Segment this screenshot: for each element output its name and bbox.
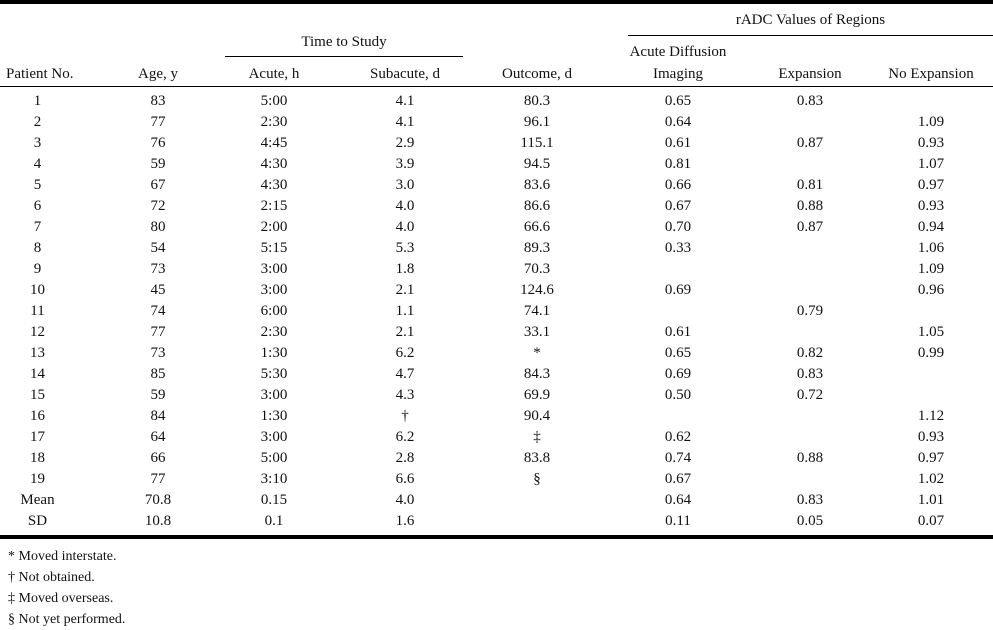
cell-subacute-d: 2.1 [395,282,415,298]
cell-no-expansion: 1.06 [917,240,945,256]
cell-age: 10.8 [144,513,172,529]
cell-expansion: 0.87 [796,135,824,151]
time-group-rule [225,56,463,57]
cell-no-expansion: 0.97 [917,450,945,466]
footnote: † Not obtained. [8,570,95,585]
cell-outcome-d: 115.1 [520,135,554,151]
top-rule [0,0,993,4]
cell-expansion: 0.79 [796,303,824,319]
cell-age: 54 [150,240,166,256]
cell-acute-h: 2:30 [260,324,288,340]
cell-acute-diffusion: 0.70 [664,219,692,235]
header-acute-diffusion-2: Imaging [653,66,703,82]
cell-patient-no: 7 [33,219,42,235]
cell-expansion: 0.82 [796,345,824,361]
cell-subacute-d: 3.9 [395,156,415,172]
cell-patient-no: 2 [33,114,42,130]
cell-patient-no: 13 [30,345,45,361]
cell-patient-no: Mean [20,492,55,508]
cell-age: 74 [150,303,166,319]
cell-acute-diffusion: 0.64 [664,492,692,508]
cell-outcome-d: * [533,345,541,361]
header-bottom-rule [0,86,993,87]
cell-subacute-d: 4.0 [395,492,415,508]
cell-subacute-d: 4.3 [395,387,415,403]
cell-no-expansion: 0.93 [917,135,945,151]
cell-acute-h: 0.1 [264,513,284,529]
cell-expansion: 0.72 [796,387,824,403]
cell-acute-h: 4:30 [260,156,288,172]
footnote: * Moved interstate. [8,549,117,564]
cell-patient-no: 19 [30,471,45,487]
cell-no-expansion: 0.94 [917,219,945,235]
cell-outcome-d: 80.3 [523,93,551,109]
cell-acute-diffusion: 0.62 [664,429,692,445]
cell-age: 67 [150,177,166,193]
header-radc-group: rADC Values of Regions [735,12,886,28]
cell-subacute-d: 1.8 [395,261,415,277]
cell-acute-h: 5:00 [260,93,288,109]
cell-age: 45 [150,282,166,298]
cell-acute-h: 3:10 [260,471,288,487]
cell-subacute-d: 4.1 [395,93,415,109]
cell-patient-no: 15 [30,387,45,403]
cell-no-expansion: 0.93 [917,429,945,445]
cell-patient-no: 6 [33,198,42,214]
cell-subacute-d: 1.1 [395,303,415,319]
cell-outcome-d: 84.3 [523,366,551,382]
cell-subacute-d: 6.2 [395,345,415,361]
cell-outcome-d: 69.9 [523,387,551,403]
cell-subacute-d: 1.6 [395,513,415,529]
cell-expansion: 0.87 [796,219,824,235]
cell-acute-diffusion: 0.81 [664,156,692,172]
cell-age: 77 [150,114,166,130]
cell-acute-h: 3:00 [260,387,288,403]
cell-subacute-d: † [401,408,409,424]
cell-acute-h: 3:00 [260,429,288,445]
cell-subacute-d: 2.8 [395,450,415,466]
cell-age: 84 [150,408,166,424]
cell-expansion: 0.88 [796,198,824,214]
cell-acute-diffusion: 0.67 [664,471,692,487]
cell-acute-diffusion: 0.61 [664,135,692,151]
cell-age: 59 [150,156,166,172]
cell-outcome-d: 94.5 [523,156,551,172]
cell-age: 77 [150,324,166,340]
cell-no-expansion: 0.97 [917,177,945,193]
cell-patient-no: 8 [33,240,42,256]
cell-subacute-d: 4.7 [395,366,415,382]
cell-outcome-d: 124.6 [520,282,554,298]
cell-acute-diffusion: 0.67 [664,198,692,214]
cell-acute-diffusion: 0.61 [664,324,692,340]
cell-outcome-d: 70.3 [523,261,551,277]
cell-acute-h: 2:00 [260,219,288,235]
cell-expansion: 0.83 [796,366,824,382]
cell-patient-no: 11 [30,303,45,319]
cell-no-expansion: 0.96 [917,282,945,298]
cell-age: 83 [150,93,166,109]
cell-patient-no: 14 [30,366,45,382]
cell-no-expansion: 1.07 [917,156,945,172]
cell-age: 59 [150,387,166,403]
cell-subacute-d: 4.0 [395,198,415,214]
cell-age: 77 [150,471,166,487]
cell-age: 64 [150,429,166,445]
cell-acute-h: 3:00 [260,282,288,298]
cell-acute-diffusion: 0.64 [664,114,692,130]
header-acute: Acute, h [248,66,300,82]
cell-age: 73 [150,261,166,277]
cell-acute-h: 6:00 [260,303,288,319]
cell-no-expansion: 1.02 [917,471,945,487]
cell-patient-no: 5 [33,177,42,193]
cell-acute-h: 1:30 [260,345,288,361]
cell-acute-diffusion: 0.33 [664,240,692,256]
cell-outcome-d: 83.6 [523,177,551,193]
cell-subacute-d: 4.0 [395,219,415,235]
cell-expansion: 0.88 [796,450,824,466]
cell-expansion: 0.81 [796,177,824,193]
cell-subacute-d: 4.1 [395,114,415,130]
header-acute-diffusion-1: Acute Diffusion [629,44,727,60]
cell-outcome-d: 90.4 [523,408,551,424]
header-subacute: Subacute, d [370,66,440,82]
cell-acute-h: 4:45 [260,135,288,151]
cell-acute-diffusion: 0.66 [664,177,692,193]
cell-subacute-d: 3.0 [395,177,415,193]
cell-acute-h: 5:15 [260,240,288,256]
cell-subacute-d: 6.6 [395,471,415,487]
cell-no-expansion: 1.09 [917,114,945,130]
cell-no-expansion: 1.01 [917,492,945,508]
cell-age: 70.8 [144,492,172,508]
cell-outcome-d: 86.6 [523,198,551,214]
header-age: Age, y [138,66,178,82]
cell-acute-diffusion: 0.50 [664,387,692,403]
cell-outcome-d: ‡ [533,429,541,445]
cell-acute-h: 1:30 [260,408,288,424]
cell-acute-diffusion: 0.69 [664,282,692,298]
cell-no-expansion: 0.07 [917,513,945,529]
cell-outcome-d: 33.1 [523,324,551,340]
cell-outcome-d: 74.1 [523,303,551,319]
cell-outcome-d: 83.8 [523,450,551,466]
cell-acute-h: 5:00 [260,450,288,466]
bottom-rule [0,535,993,539]
cell-acute-h: 4:30 [260,177,288,193]
footnote: § Not yet performed. [8,612,126,627]
cell-acute-h: 2:15 [260,198,288,214]
cell-outcome-d: 96.1 [523,114,551,130]
radc-group-rule [628,35,993,36]
cell-patient-no: SD [27,513,48,529]
cell-patient-no: 4 [33,156,42,172]
header-patient-no: Patient No. [6,66,74,82]
cell-acute-diffusion: 0.65 [664,93,692,109]
cell-acute-h: 5:30 [260,366,288,382]
cell-acute-h: 0.15 [260,492,288,508]
header-time-group: Time to Study [301,34,387,50]
cell-age: 80 [150,219,166,235]
cell-outcome-d: § [533,471,541,487]
cell-patient-no: 12 [30,324,45,340]
cell-patient-no: 17 [30,429,45,445]
cell-age: 66 [150,450,166,466]
cell-subacute-d: 2.1 [395,324,415,340]
cell-patient-no: 18 [30,450,45,466]
cell-age: 73 [150,345,166,361]
cell-expansion: 0.83 [796,492,824,508]
cell-age: 72 [150,198,166,214]
cell-subacute-d: 2.9 [395,135,415,151]
cell-acute-diffusion: 0.74 [664,450,692,466]
cell-age: 85 [150,366,166,382]
header-outcome: Outcome, d [502,66,572,82]
cell-outcome-d: 66.6 [523,219,551,235]
cell-expansion: 0.05 [796,513,824,529]
header-expansion: Expansion [778,66,842,82]
cell-subacute-d: 6.2 [395,429,415,445]
cell-patient-no: 9 [33,261,42,277]
cell-patient-no: 1 [33,93,42,109]
cell-no-expansion: 1.09 [917,261,945,277]
cell-acute-h: 3:00 [260,261,288,277]
cell-expansion: 0.83 [796,93,824,109]
cell-age: 76 [150,135,166,151]
cell-no-expansion: 0.99 [917,345,945,361]
cell-acute-diffusion: 0.11 [665,513,691,529]
cell-acute-diffusion: 0.69 [664,366,692,382]
cell-outcome-d: 89.3 [523,240,551,256]
cell-no-expansion: 0.93 [917,198,945,214]
cell-patient-no: 3 [33,135,42,151]
cell-subacute-d: 5.3 [395,240,415,256]
cell-acute-diffusion: 0.65 [664,345,692,361]
cell-no-expansion: 1.05 [917,324,945,340]
header-no-expansion: No Expansion [888,66,974,82]
cell-acute-h: 2:30 [260,114,288,130]
footnote: ‡ Moved overseas. [8,591,114,606]
cell-no-expansion: 1.12 [917,408,945,424]
cell-patient-no: 16 [30,408,45,424]
cell-patient-no: 10 [30,282,45,298]
